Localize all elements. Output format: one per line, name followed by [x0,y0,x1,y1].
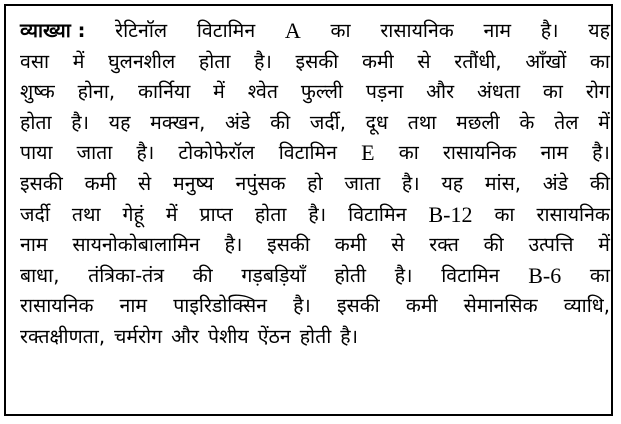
word: श्वेत [247,80,278,104]
word: होती [299,324,332,348]
word: फुल्ली [300,80,343,104]
word: कमी [405,294,438,318]
word: का [589,263,610,287]
word: की [589,171,610,195]
word: रासायनिक [20,294,94,318]
word: की [483,233,504,257]
word: शुष्क [20,80,55,104]
word: में [598,233,610,257]
word: घुलनशील [108,49,176,73]
word: का [494,202,515,226]
word: और [426,80,455,104]
word: विटामिन [278,141,337,165]
word: बाधा, [20,263,60,287]
word: वसा [20,49,50,73]
word: जाता [344,171,381,195]
text-line [20,47,610,78]
text-line [20,322,610,353]
word: उत्पत्ति [528,233,574,257]
word: मांस, [484,171,521,195]
word: में [72,49,85,73]
explanation-heading: व्याख्या : [20,19,86,42]
word: अंडे [225,110,251,134]
word: अंधता [476,80,521,104]
word: जर्दी, [309,110,346,134]
word: से [417,49,431,73]
word: पड़ना [365,80,404,104]
word: पाया [20,141,53,165]
word: नपुंसक [235,171,286,195]
word: है। [293,294,311,318]
word: में [213,80,225,104]
word: इसकी [295,49,339,73]
word: की [192,263,213,287]
word: है। [136,141,155,165]
word: पेशीय [208,324,249,348]
text-line [20,108,610,139]
word: रतौंधी, [454,49,502,73]
word: प्राप्त [199,202,233,226]
text-line [20,261,610,292]
text-line [20,16,610,47]
word: तेल [554,110,579,134]
explanation-text [20,16,610,353]
word: मक्खन, [150,110,206,134]
word: से [391,233,405,257]
word: का [330,19,351,42]
word: नाम [119,294,148,318]
word: A [284,18,301,43]
word: तथा [71,202,101,226]
word: नाम [20,233,48,257]
word: गेहूं [122,202,144,226]
word: हो [307,171,323,195]
word: नाम [540,141,569,165]
word: कमी [334,233,367,257]
word: दूध [365,110,388,134]
word: तथा [407,110,437,134]
word: है। [254,49,272,73]
word: मछली [456,110,500,134]
word: इसकी [336,294,380,318]
word: व्याधि, [563,294,610,318]
word: रासायनिक [536,202,610,226]
text-line [20,291,610,322]
word: पाइरिडोक्सिन [173,294,267,318]
word: यह [108,110,131,134]
word: यह [441,171,464,195]
explanation-box [4,4,613,416]
word: है। [401,171,420,195]
word: मनुष्य [172,171,214,195]
word: विटामिन [441,263,500,287]
text-line [20,230,610,261]
word: इसकी [20,171,63,195]
word: इसकी [267,233,310,257]
word: का [398,141,419,165]
text-line [20,200,610,231]
word: है। [340,324,359,348]
word: सायनोकोबालामिन [72,233,200,257]
word: कमी [362,49,394,73]
word: रोग [585,80,610,104]
word: गड़बड़ियाँ [241,263,306,287]
word: है। [394,263,413,287]
word: रासायनिक [380,19,454,42]
word: विटामिन [348,202,407,226]
text-line [20,77,610,108]
word: से [138,171,152,195]
word: और [171,324,200,348]
word: सेमानसिक [463,294,538,318]
word: है। [71,110,90,134]
word: विटामिन [196,19,256,42]
word: कमी [84,171,117,195]
word: है। [224,233,243,257]
text-line [20,138,610,169]
word: E [361,140,375,166]
word: का [542,80,563,104]
word: होना, [77,80,116,104]
word: जर्दी [20,202,50,226]
word: B-6 [528,262,562,288]
word: होता [198,49,231,73]
word: है। [592,141,610,165]
word: है। [308,202,327,226]
word: का [589,49,610,73]
word: ऐंठन [257,324,291,348]
text-line [20,169,610,200]
word: में [165,202,178,226]
word: है। [540,19,559,42]
word: रासायनिक [442,141,517,165]
word: अंडे [542,171,569,195]
word: B-12 [428,201,473,227]
word: होती [334,263,367,287]
word: की [270,110,291,134]
word: यह [588,19,610,42]
word: रक्तक्षीणता, [20,324,106,348]
word: तंत्रिका-तंत्र [88,263,164,287]
word: जाता [76,141,113,165]
word: नाम [483,19,512,42]
word: होता [20,110,52,134]
word: कार्निया [138,80,191,104]
word: रेटिनॉल [115,19,168,42]
word: आँखों [525,49,567,73]
word: के [519,110,535,134]
word: चर्मरोग [114,324,163,348]
word: होता [254,202,287,226]
word: टोकोफेरॉल [178,141,255,165]
word: में [598,110,610,134]
word: रक्त [429,233,459,257]
